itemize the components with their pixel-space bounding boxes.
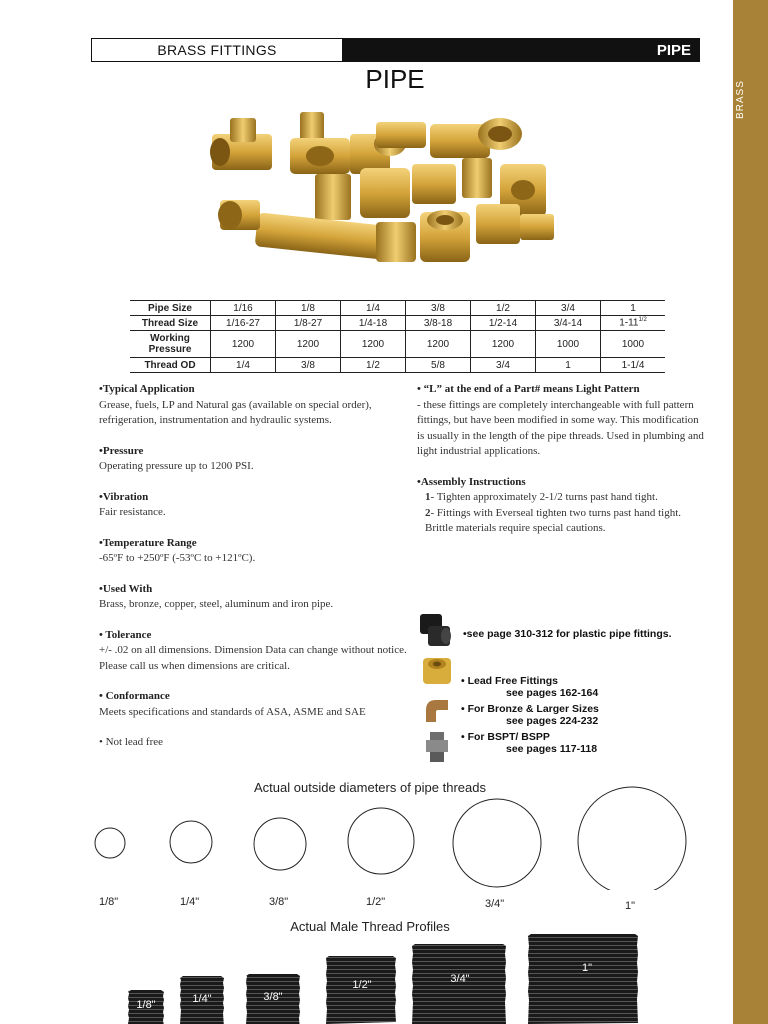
vibration-section bbox=[99, 490, 409, 521]
bspt-nipple-icon bbox=[424, 732, 450, 762]
section-heading: • “L” at the end of a Part# means Light Pattern bbox=[417, 383, 640, 395]
row-label: Thread OD bbox=[130, 358, 211, 373]
section-body: Operating pressure up to 1200 PSI. bbox=[99, 460, 254, 472]
row-label: Thread Size bbox=[130, 316, 211, 331]
table-cell: 1/4 bbox=[211, 358, 276, 373]
typical-application-section bbox=[99, 382, 409, 429]
spec-table bbox=[130, 300, 665, 373]
bspt-reference bbox=[461, 731, 597, 755]
table-cell: 1-1/4 bbox=[601, 358, 666, 373]
table-row bbox=[130, 316, 665, 331]
diameter-label: 1/8" bbox=[99, 896, 119, 908]
table-cell: 1/16 bbox=[211, 301, 276, 316]
table-cell: 3/4 bbox=[536, 301, 601, 316]
section-body: Brass, bronze, copper, steel, aluminum and iron pipe. bbox=[99, 598, 334, 610]
profile-label: 1/2" bbox=[352, 979, 372, 991]
bronze-reference bbox=[461, 703, 599, 727]
table-cell: 1200 bbox=[211, 331, 276, 358]
section-body: Fair resistance. bbox=[99, 506, 166, 518]
section-body: +/- .02 on all dimensions. Dimension Data can change without notice. Please call us when dimensions are critical. bbox=[99, 644, 407, 672]
table-cell: 3/4 bbox=[471, 358, 536, 373]
temperature-section bbox=[99, 536, 409, 567]
lead-free-label: • Lead Free Fittings bbox=[461, 675, 559, 687]
thread-profile-1 bbox=[528, 934, 638, 1024]
diameter-label: 1/4" bbox=[180, 896, 200, 908]
not-lead-free-note: • Not lead free bbox=[99, 736, 164, 748]
superscript: 1/2 bbox=[638, 317, 647, 324]
step-text: - Fittings with Everseal tighten two turns past hand tight. Brittle materials require special cautions. bbox=[425, 506, 682, 534]
section-heading: •Typical Application bbox=[99, 383, 195, 395]
pressure-section bbox=[99, 444, 409, 475]
table-row bbox=[130, 358, 665, 373]
section-heading: • Conformance bbox=[99, 690, 170, 702]
diameter-label: 3/4" bbox=[485, 898, 505, 910]
bspt-pages: see pages 117-118 bbox=[506, 743, 598, 755]
header-category: PIPE bbox=[342, 39, 699, 61]
table-cell: 1/2 bbox=[341, 358, 406, 373]
bspt-label: • For BSPT/ BSPP bbox=[461, 731, 550, 743]
profile-label: 3/4" bbox=[450, 973, 470, 985]
lead-free-fitting-icon bbox=[420, 654, 454, 688]
diameter-circle-1 bbox=[578, 787, 686, 890]
table-cell: 3/8-18 bbox=[406, 316, 471, 331]
table-cell: 1/4-18 bbox=[341, 316, 406, 331]
plastic-reference: •see page 310-312 for plastic pipe fittings. bbox=[463, 628, 672, 640]
diameter-label: 1/2" bbox=[366, 896, 386, 908]
diameter-label: 1" bbox=[625, 900, 636, 912]
table-cell: 5/8 bbox=[406, 358, 471, 373]
diameter-label: 3/8" bbox=[269, 896, 289, 908]
table-cell: 1200 bbox=[341, 331, 406, 358]
table-cell: 3/4-14 bbox=[536, 316, 601, 331]
lead-free-pages: see pages 162-164 bbox=[506, 687, 599, 699]
section-heading: •Vibration bbox=[99, 490, 149, 503]
table-cell-text: 1-11 bbox=[619, 317, 639, 329]
diameter-circle-1-4 bbox=[170, 821, 212, 863]
step-number: 2 bbox=[425, 506, 431, 519]
light-pattern-section bbox=[417, 382, 707, 460]
row-label: Working Pressure bbox=[130, 331, 211, 358]
table-cell: 1/2 bbox=[471, 301, 536, 316]
tolerance-section bbox=[99, 628, 409, 675]
profile-label: 1/4" bbox=[192, 993, 212, 1005]
thread-profiles bbox=[0, 930, 740, 1024]
section-heading: • Tolerance bbox=[99, 628, 152, 641]
table-cell: 1200 bbox=[406, 331, 471, 358]
section-heading: •Temperature Range bbox=[99, 536, 197, 549]
table-row bbox=[130, 301, 665, 316]
table-row bbox=[130, 331, 665, 358]
profile-label: 3/8" bbox=[263, 991, 283, 1003]
bronze-label: • For Bronze & Larger Sizes bbox=[461, 703, 599, 715]
section-body: -65ºF to +250ºF (-53ºC to +121ºC). bbox=[99, 552, 256, 564]
diameter-circle-3-4 bbox=[453, 799, 541, 887]
table-cell: 1 bbox=[601, 301, 666, 316]
bronze-pages: see pages 224-232 bbox=[506, 715, 599, 727]
profiles-title: Actual Male Thread Profiles bbox=[290, 919, 450, 934]
row-label: Pipe Size bbox=[130, 301, 211, 316]
assembly-section bbox=[417, 475, 707, 537]
assembly-step-1 bbox=[417, 490, 707, 506]
section-body: - these fittings are completely interchangeable with full pattern fittings, but have been modified in some way. This modification is usually in the length of the pipe threads. Used in plumbing and light industrial applications. bbox=[417, 398, 704, 457]
table-cell bbox=[601, 316, 666, 331]
table-cell: 1/4 bbox=[341, 301, 406, 316]
step-number: 1 bbox=[425, 491, 431, 503]
plastic-elbow-icon bbox=[418, 612, 456, 648]
header-bar bbox=[91, 38, 700, 62]
side-tab-label: BRASS bbox=[735, 80, 746, 120]
table-cell: 1200 bbox=[471, 331, 536, 358]
table-cell: 3/8 bbox=[276, 358, 341, 373]
diameter-circle-3-8 bbox=[254, 818, 306, 870]
section-heading: •Pressure bbox=[99, 444, 144, 457]
profile-label: 1/8" bbox=[136, 999, 156, 1011]
page-title: PIPE bbox=[365, 64, 425, 94]
section-body: Grease, fuels, LP and Natural gas (available on special order), refrigeration, instrumentation and hydraulic systems. bbox=[99, 398, 372, 426]
assembly-step-2 bbox=[417, 506, 707, 537]
header-section: BRASS FITTINGS bbox=[157, 42, 277, 58]
profile-label: 1" bbox=[581, 962, 593, 974]
table-cell: 1/16-27 bbox=[211, 316, 276, 331]
table-cell: 1 bbox=[536, 358, 601, 373]
bronze-elbow-icon bbox=[422, 696, 452, 724]
right-column bbox=[417, 382, 707, 552]
left-column bbox=[99, 382, 409, 751]
used-with-section bbox=[99, 582, 409, 613]
diameter-circles bbox=[0, 780, 740, 890]
brass-fittings-photo bbox=[200, 104, 560, 284]
table-cell: 1200 bbox=[276, 331, 341, 358]
lead-free-reference bbox=[461, 675, 598, 699]
section-heading: •Assembly Instructions bbox=[417, 475, 526, 488]
diameter-circle-1-2 bbox=[348, 808, 414, 874]
step-text: - Tighten approximately 2-1/2 turns past hand tight. bbox=[430, 491, 658, 503]
table-cell: 1000 bbox=[601, 331, 666, 358]
table-cell: 1/8 bbox=[276, 301, 341, 316]
section-heading: •Used With bbox=[99, 582, 153, 595]
table-cell: 1000 bbox=[536, 331, 601, 358]
diameter-circle-1-8 bbox=[95, 828, 125, 858]
table-cell: 3/8 bbox=[406, 301, 471, 316]
table-cell: 1/2-14 bbox=[471, 316, 536, 331]
section-body: Meets specifications and standards of ASA, ASME and SAE bbox=[99, 705, 366, 718]
table-cell: 1/8-27 bbox=[276, 316, 341, 331]
conformance-section bbox=[99, 689, 409, 720]
diameters-title: Actual outside diameters of pipe threads bbox=[254, 780, 486, 795]
